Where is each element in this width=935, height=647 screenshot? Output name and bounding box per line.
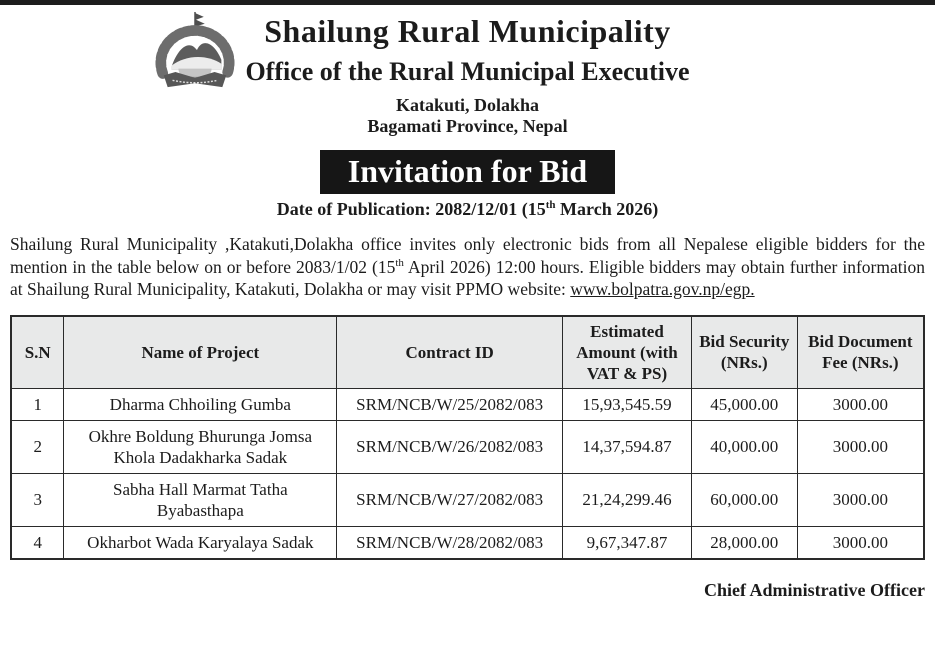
cell-sn: 3 [11, 473, 64, 526]
cell-contract-id: SRM/NCB/W/27/2082/083 [337, 473, 563, 526]
municipality-title: Shailung Rural Municipality [264, 13, 671, 49]
cell-project: Okharbot Wada Karyalaya Sadak [64, 526, 337, 559]
cell-project: Dharma Chhoiling Gumba [64, 388, 337, 420]
notice-ordinal: th [395, 256, 404, 269]
publication-date [0, 199, 935, 220]
office-subtitle: Office of the Rural Municipal Executive [245, 57, 690, 86]
invitation-banner-row [0, 150, 935, 194]
table-row [11, 526, 924, 559]
cell-estimated-amount: 14,37,594.87 [563, 420, 692, 473]
table-row [11, 473, 924, 526]
publication-date-ordinal: th [545, 199, 556, 211]
address-line-1: Katakuti, Dolakha [395, 95, 540, 115]
cell-bid-document-fee: 3000.00 [797, 526, 924, 559]
table-row [11, 420, 924, 473]
table-row [11, 388, 924, 420]
column-header-contract-id: Contract ID [337, 316, 563, 389]
notice-text-part1: Shailung Rural Municipality ,Katakuti,Dolakha office invites only electronic bids from all Nepalese eligible bidders for the mention in the table below on or before 2083/1/02 (15 [10, 234, 925, 277]
cell-sn: 2 [11, 420, 64, 473]
column-header-bid-document-fee: Bid Document Fee (NRs.) [797, 316, 924, 389]
column-header-sn: S.N [11, 316, 64, 389]
cell-bid-document-fee: 3000.00 [797, 388, 924, 420]
signatory-title: Chief Administrative Officer [704, 579, 925, 600]
cell-project: Okhre Boldung Bhurunga Jomsa Khola Dadakharka Sadak [64, 420, 337, 473]
column-header-project: Name of Project [64, 316, 337, 389]
notice-text-part2: April 2026) 12:00 hours. Eligible bidders may obtain further information at Shailung Rural Municipality, Katakuti, Dolakha or may visit PPMO website: [10, 256, 925, 299]
letterhead [0, 5, 935, 137]
cell-sn: 1 [11, 388, 64, 420]
column-header-bid-security: Bid Security (NRs.) [691, 316, 797, 389]
cell-bid-document-fee: 3000.00 [797, 420, 924, 473]
cell-estimated-amount: 15,93,545.59 [563, 388, 692, 420]
publication-date-suffix: March 2026) [555, 199, 659, 219]
cell-bid-security: 28,000.00 [691, 526, 797, 559]
table-header-row [11, 316, 924, 389]
cell-contract-id: SRM/NCB/W/28/2082/083 [337, 526, 563, 559]
cell-project: Sabha Hall Marmat Tatha Byabasthapa [64, 473, 337, 526]
column-header-estimated-amount: Estimated Amount (with VAT & PS) [563, 316, 692, 389]
invitation-banner: Invitation for Bid [320, 150, 615, 194]
address-line-2: Bagamati Province, Nepal [367, 116, 568, 136]
cell-sn: 4 [11, 526, 64, 559]
cell-bid-security: 60,000.00 [691, 473, 797, 526]
nepal-coat-of-arms-logo [146, 11, 244, 93]
publication-date-prefix: Date of Publication: 2082/12/01 (15 [276, 199, 546, 219]
cell-estimated-amount: 21,24,299.46 [563, 473, 692, 526]
cell-estimated-amount: 9,67,347.87 [563, 526, 692, 559]
bid-table [10, 315, 925, 560]
cell-contract-id: SRM/NCB/W/26/2082/083 [337, 420, 563, 473]
cell-bid-security: 45,000.00 [691, 388, 797, 420]
cell-bid-security: 40,000.00 [691, 420, 797, 473]
cell-contract-id: SRM/NCB/W/25/2082/083 [337, 388, 563, 420]
cell-bid-document-fee: 3000.00 [797, 473, 924, 526]
ppmo-website-link[interactable]: www.bolpatra.gov.np/egp. [570, 279, 755, 299]
notice-paragraph [10, 233, 925, 301]
